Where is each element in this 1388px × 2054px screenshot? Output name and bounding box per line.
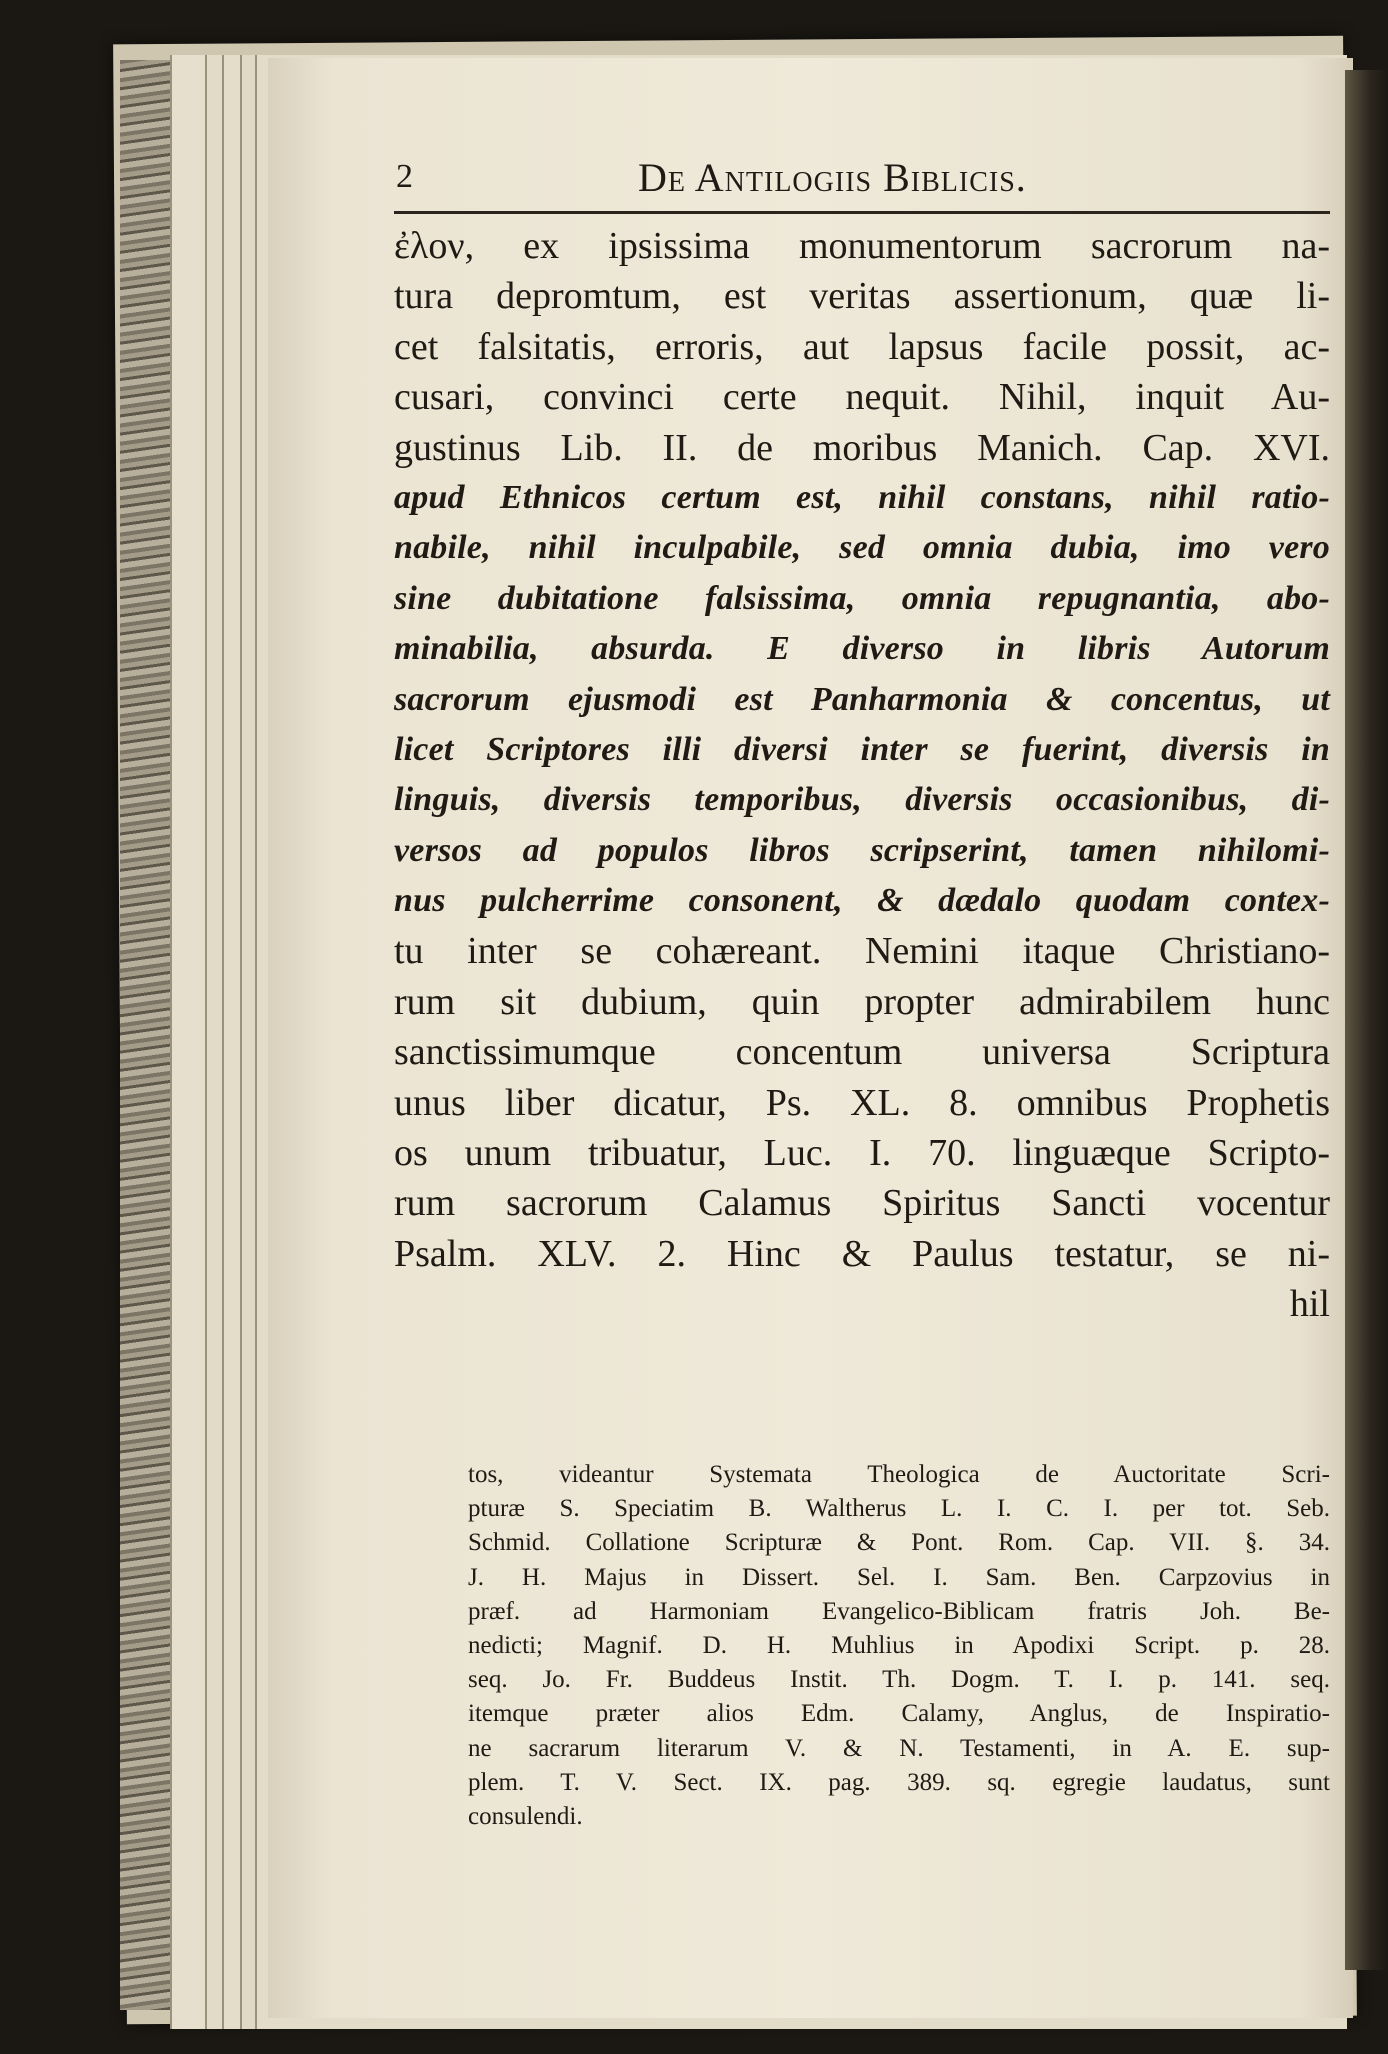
text-line: nus pulcherrime consonent, & dædalo quodam contex- xyxy=(394,882,1330,920)
text-line: tura depromtum, est veritas assertionum, quæ li- xyxy=(394,275,1330,318)
text-line: cusari, convinci certe nequit. Nihil, inquit Au- xyxy=(394,376,1330,419)
text-line: os unum tribuatur, Luc. I. 70. linguæque Scripto- xyxy=(394,1132,1330,1175)
footnote-line: ne sacrarum literarum V. & N. Testamenti, in A. E. sup- xyxy=(468,1734,1330,1762)
footnote-line: consulendi. xyxy=(468,1802,583,1830)
text-line: nabile, nihil inculpabile, sed omnia dubia, imo vero xyxy=(394,529,1330,567)
footnote-line: nedicti; Magnif. D. H. Muhlius in Apodixi Script. p. 28. xyxy=(468,1631,1330,1659)
text-line: ἐλον, ex ipsissima monumentorum sacrorum na- xyxy=(394,225,1330,267)
text-line: tu inter se cohæreant. Nemini itaque Christiano- xyxy=(394,930,1330,973)
text-line: apud Ethnicos certum est, nihil constans, nihil ratio- xyxy=(394,478,1330,516)
footnote-line: itemque præter alios Edm. Calamy, Anglus, de Inspiratio- xyxy=(468,1700,1330,1728)
text-line: linguis, diversis temporibus, diversis occasionibus, di- xyxy=(394,781,1330,819)
text-line: Psalm. XLV. 2. Hinc & Paulus testatur, se ni- xyxy=(394,1232,1330,1275)
text-line: unus liber dicatur, Ps. XL. 8. omnibus Prophetis xyxy=(394,1081,1330,1124)
marbled-page-edge xyxy=(120,60,170,2010)
gutter-shadow xyxy=(1345,70,1388,1970)
book-page xyxy=(268,58,1353,2018)
page-number: 2 xyxy=(396,158,413,195)
text-line: gustinus Lib. II. de moribus Manich. Cap. XVI. xyxy=(394,426,1330,469)
footnote-line: pturæ S. Speciatim B. Waltherus L. I. C. I. per tot. Seb. xyxy=(468,1495,1330,1523)
text-line: rum sacrorum Calamus Spiritus Sancti vocentur xyxy=(394,1182,1330,1225)
text-line: sine dubitatione falsissima, omnia repugnantia, abo- xyxy=(394,579,1330,617)
text-line: cet falsitatis, erroris, aut lapsus facile possit, ac- xyxy=(394,325,1330,368)
header-rule xyxy=(394,211,1330,214)
text-line: rum sit dubium, quin propter admirabilem hunc xyxy=(394,980,1330,1023)
footnote-block xyxy=(468,1458,1330,1834)
footnote-line: præf. ad Harmoniam Evangelico-Biblicam fratris Joh. Be- xyxy=(468,1597,1330,1625)
footnote-line: J. H. Majus in Dissert. Sel. I. Sam. Ben. Carpzovius in xyxy=(468,1563,1330,1591)
text-line: sanctissimumque concentum universa Scriptura xyxy=(394,1031,1330,1074)
footnote-line: Schmid. Collatione Scripturæ & Pont. Rom. Cap. VII. §. 34. xyxy=(468,1529,1330,1557)
footnote-line: tos, videantur Systemata Theologica de Auctoritate Scri- xyxy=(468,1461,1330,1488)
footnote-line: plem. T. V. Sect. IX. pag. 389. sq. egregie laudatus, sunt xyxy=(468,1768,1330,1796)
text-line: licet Scriptores illi diversi inter se fuerint, diversis in xyxy=(394,730,1330,768)
text-line: versos ad populos libros scripserint, tamen nihilomi- xyxy=(394,831,1330,869)
running-head: De Antilogiis Biblicis. xyxy=(638,155,1027,200)
footnote-line: seq. Jo. Fr. Buddeus Instit. Th. Dogm. T. I. p. 141. seq. xyxy=(468,1666,1330,1694)
text-line: sacrorum ejusmodi est Panharmonia & concentus, ut xyxy=(394,680,1330,718)
text-line: minabilia, absurda. E diverso in libris Autorum xyxy=(394,630,1330,668)
main-text-block xyxy=(394,221,1330,1330)
text-line: hil xyxy=(1289,1283,1330,1326)
